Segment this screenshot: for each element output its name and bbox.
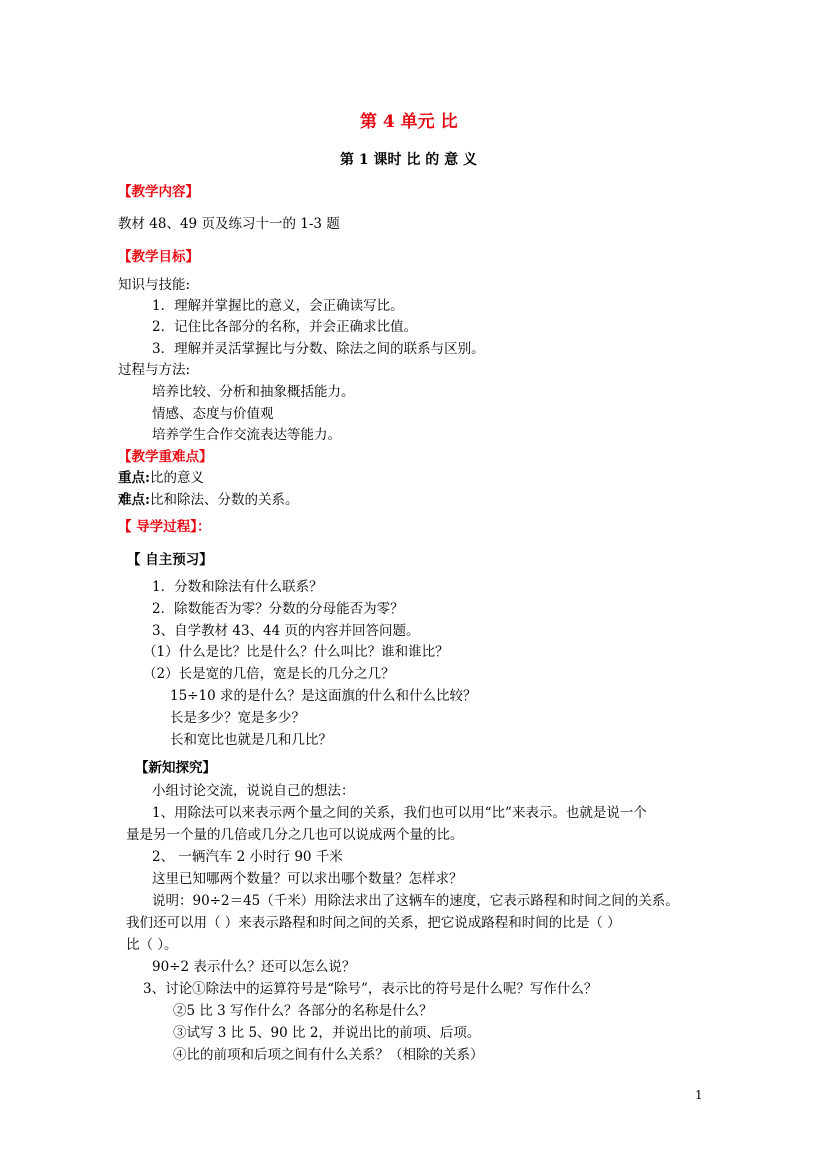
preview-item: 1．分数和除法有什么联系？ [152, 579, 323, 595]
explore-item-cont: 量是另一个量的几倍或几分之几也可以说成两个量的比。 [126, 827, 464, 843]
explore-subitem: ④比的前项和后项之间有什么关系？（相除的关系） [173, 1047, 484, 1063]
explore-subitem: ③试写 3 比 5、90 比 2，并说出比的前项、后项。 [173, 1025, 481, 1041]
preview-item: 3、自学教材 43、44 页的内容并回答问题。 [152, 623, 420, 639]
preview-detail: 长和宽比也就是几和几比？ [170, 732, 332, 748]
key-heading: 【教学重难点】 [118, 449, 213, 465]
preview-detail: 15÷10 求的是什么？是这面旗的什么和什么比较？ [170, 688, 477, 704]
guide-heading: 【 导学过程】： [118, 519, 211, 535]
content-text: 教材 48、49 页及练习十一的 1-3 题 [118, 216, 340, 232]
explore-question: 这里已知哪两个数量？可以求出哪个数量？怎样求？ [152, 871, 463, 887]
explore-question: 90÷2 表示什么？还可以怎么说？ [152, 959, 356, 975]
preview-subitem: （2）长是宽的几倍，宽是长的几分之几？ [143, 666, 395, 682]
content-heading: 【教学内容】 [118, 184, 199, 200]
page-number: 1 [695, 1088, 703, 1102]
key-point-label: 重点: [118, 470, 150, 486]
explore-fill-blank: 比（ ）。 [126, 937, 178, 953]
preview-item: 2．除数能否为零？分数的分母能否为零？ [152, 601, 404, 617]
explore-intro: 小组讨论交流，说说自己的想法： [152, 783, 355, 799]
explore-item: 3、讨论①除法中的运算符号是“除号”，表示比的符号是什么呢？写作什么？ [143, 981, 598, 997]
process-label: 过程与方法: [118, 362, 191, 378]
explore-subitem: ②5 比 3 写作什么？各部分的名称是什么？ [173, 1003, 433, 1019]
goal-item: 3．理解并灵活掌握比与分数、除法之间的联系与区别。 [152, 341, 485, 357]
explore-item: 1、用除法可以来表示两个量之间的关系，我们也可以用“比”来表示。也就是说一个 [152, 805, 647, 821]
preview-detail: 长是多少？宽是多少？ [170, 710, 305, 726]
explore-explanation: 说明：90÷2＝45（千米）用除法求出了这辆车的速度，它表示路程和时间之间的关系。 [152, 893, 679, 909]
difficult-text: 比和除法、分数的关系。 [149, 492, 299, 508]
goal-item: 1．理解并掌握比的意义，会正确读写比。 [152, 298, 404, 314]
preview-heading: 【 自主预习】 [127, 552, 213, 568]
key-point-text: 比的意义 [149, 470, 204, 486]
difficult-point [118, 491, 298, 509]
explore-item: 2、 一辆汽车 2 小时行 90 千米 [152, 849, 343, 865]
knowledge-label: 知识与技能: [118, 277, 191, 293]
goal-item: 2．记住比各部分的名称，并会正确求比值。 [152, 319, 418, 335]
explore-fill-blank: 我们还可以用（ ）来表示路程和时间之间的关系，把它说成路程和时间的比是（ ） [126, 915, 621, 931]
difficult-label: 难点: [118, 492, 150, 508]
unit-title: 第 4 单元 比 [360, 112, 458, 132]
preview-subitem: （1）什么是比？比是什么？什么叫比？谁和谁比？ [143, 644, 449, 660]
key-point [118, 469, 204, 487]
emotion-item: 培养学生合作交流表达等能力。 [152, 427, 341, 443]
explore-heading: 【新知探究】 [135, 760, 216, 776]
goals-heading: 【教学目标】 [118, 249, 199, 265]
process-item: 培养比较、分析和抽象概括能力。 [152, 384, 355, 400]
lesson-subtitle: 第 1 课时 比 的 意 义 [340, 152, 477, 168]
emotion-label: 情感、态度与价值观 [152, 406, 274, 422]
